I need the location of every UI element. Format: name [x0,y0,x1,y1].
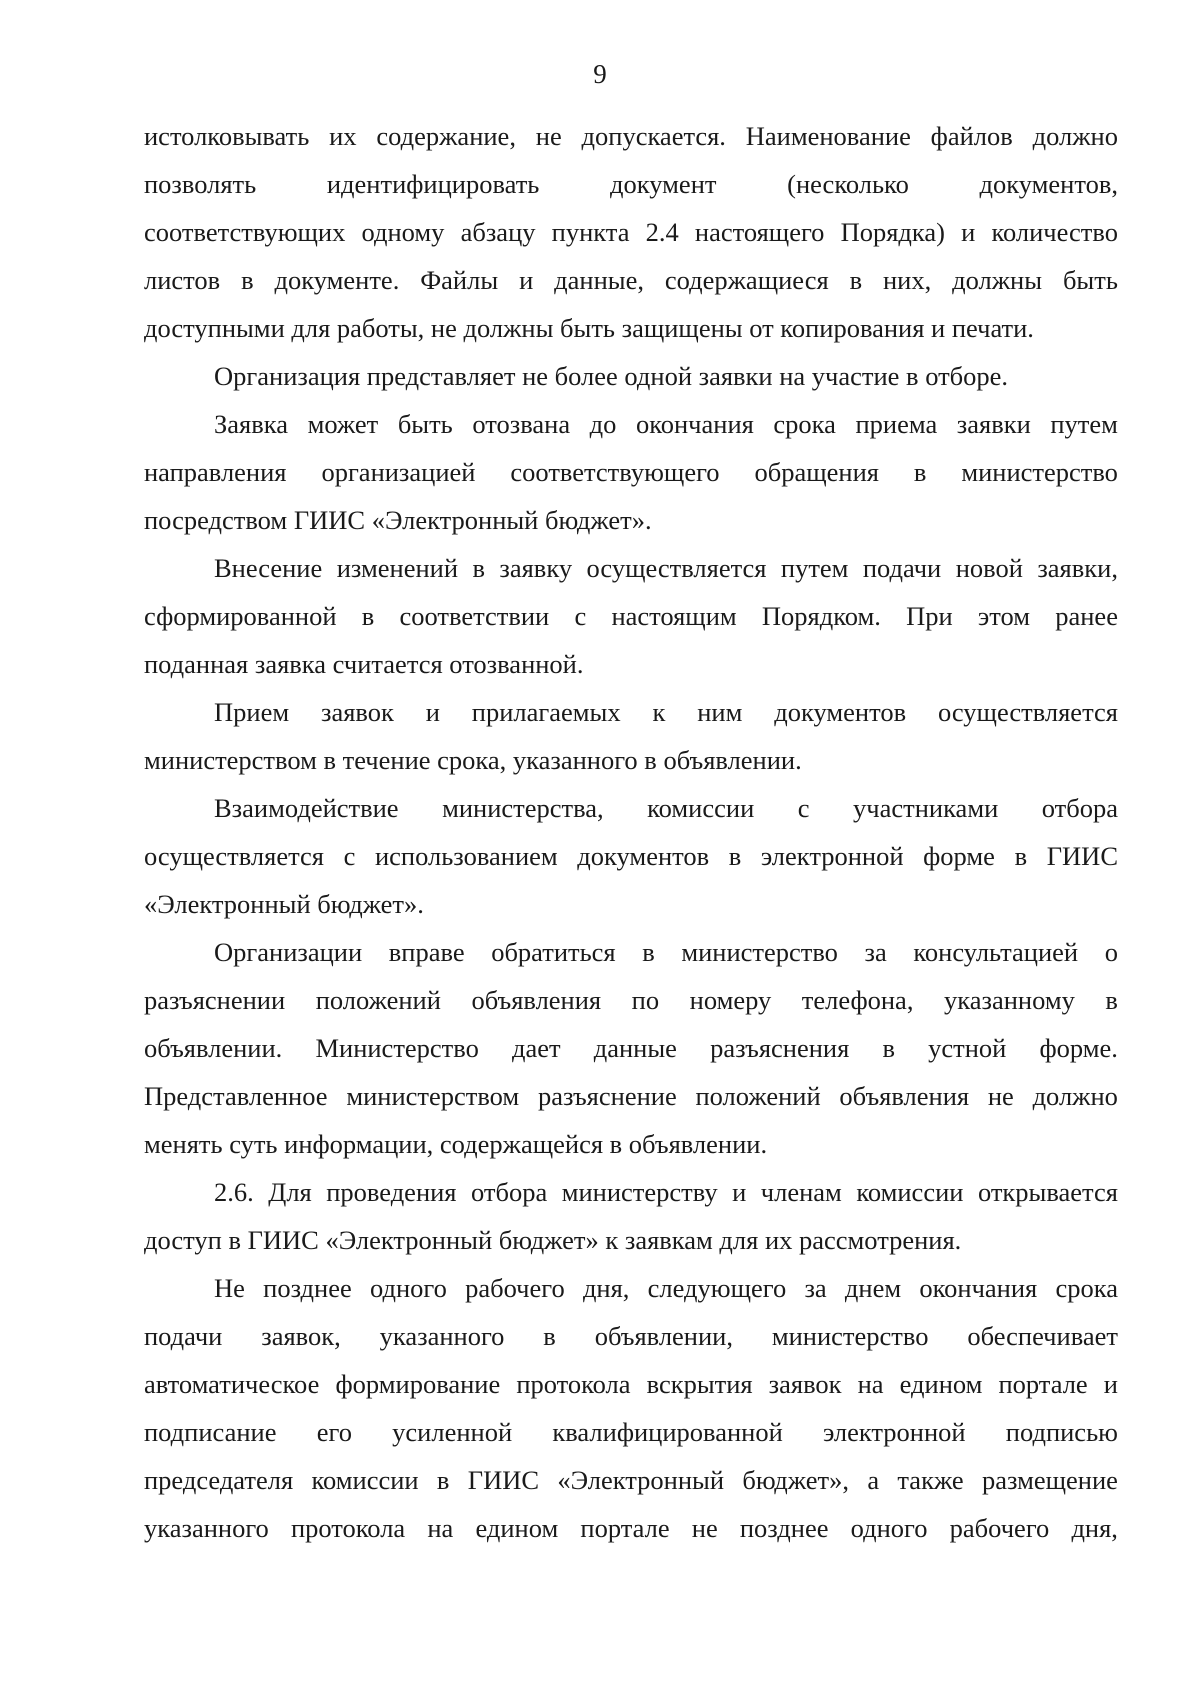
page-number: 9 [593,59,607,89]
text-line: направления организацией соответствующего обращения в министерство [144,457,1118,487]
text-line: Взаимодействие министерства, комиссии с участниками отбора [214,793,1118,823]
text-line: доступными для работы, не должны быть защищены от копирования и печати. [144,313,1034,343]
text-line: подписание его усиленной квалифицированной электронной подписью [144,1417,1118,1447]
text-line: «Электронный бюджет». [144,889,424,919]
text-line: менять суть информации, содержащейся в объявлении. [144,1129,768,1159]
text-line: соответствующих одному абзацу пункта 2.4 настоящего Порядка) и количество [144,217,1118,247]
text-line: разъяснении положений объявления по номеру телефона, указанному в [144,985,1118,1015]
text-line: председателя комиссии в ГИИС «Электронный бюджет», а также размещение [144,1465,1118,1495]
text-line: Внесение изменений в заявку осуществляется путем подачи новой заявки, [214,553,1118,583]
text-line: объявлении. Министерство дает данные разъяснения в устной форме. [144,1033,1118,1063]
text-line: посредством ГИИС «Электронный бюджет». [144,505,652,535]
text-line: истолковывать их содержание, не допускается. Наименование файлов должно [144,121,1118,151]
document-body-text [144,112,1118,1552]
text-line: Представленное министерством разъяснение положений объявления не должно [144,1081,1118,1111]
text-line: Не позднее одного рабочего дня, следующего за днем окончания срока [214,1273,1118,1303]
text-line: осуществляется с использованием документов в электронной форме в ГИИС [144,841,1118,871]
text-line: сформированной в соответствии с настоящим Порядком. При этом ранее [144,601,1118,631]
text-line: Заявка может быть отозвана до окончания срока приема заявки путем [214,409,1118,439]
text-line: подачи заявок, указанного в объявлении, министерство обеспечивает [144,1321,1118,1351]
text-line: Прием заявок и прилагаемых к ним документов осуществляется [214,697,1118,727]
text-line: позволять идентифицировать документ (несколько документов, [144,169,1118,199]
text-line: автоматическое формирование протокола вскрытия заявок на едином портале и [144,1369,1118,1399]
text-line: указанного протокола на едином портале не позднее одного рабочего дня, [144,1513,1118,1543]
text-line: доступ в ГИИС «Электронный бюджет» к заявкам для их рассмотрения. [144,1225,962,1255]
text-line: листов в документе. Файлы и данные, содержащиеся в них, должны быть [144,265,1118,295]
text-line: Организация представляет не более одной заявки на участие в отборе. [214,361,1009,391]
text-line: Организации вправе обратиться в министерство за консультацией о [214,937,1118,967]
text-line: поданная заявка считается отозванной. [144,649,584,679]
text-line: 2.6. Для проведения отбора министерству и членам комиссии открывается [214,1177,1118,1207]
text-line: министерством в течение срока, указанного в объявлении. [144,745,802,775]
